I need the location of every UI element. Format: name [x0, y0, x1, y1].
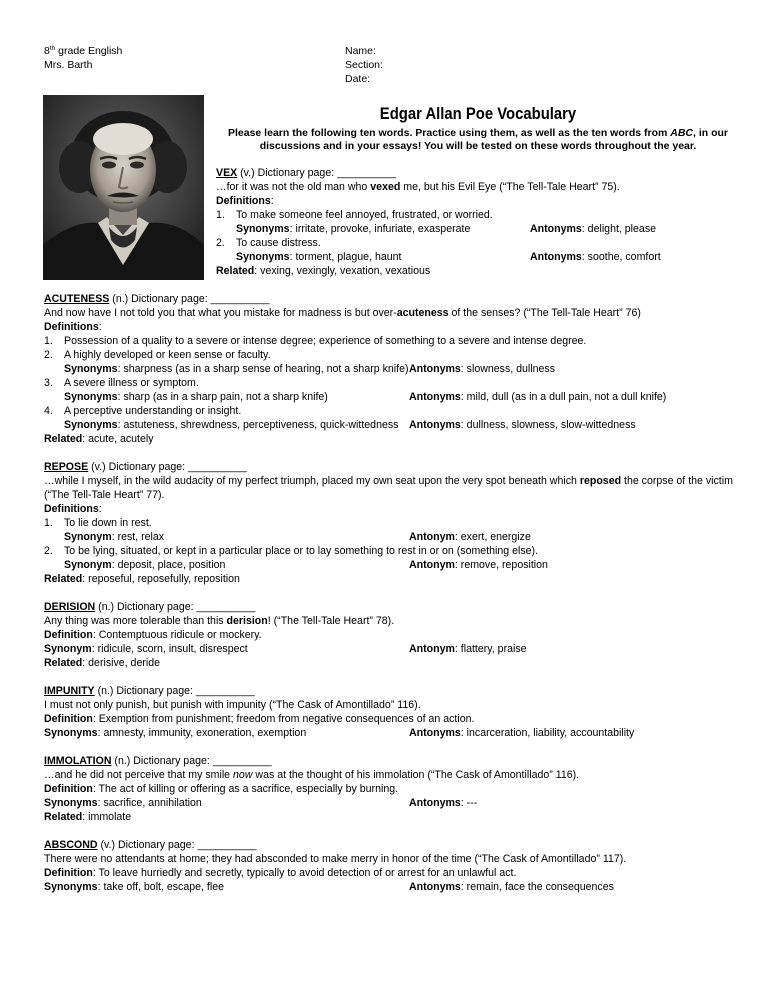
- acuteness-syn-3: Synonyms: sharp (as in a sharp pain, not a sharp knife): [64, 391, 328, 403]
- vex-def-1: 1.: [216, 209, 225, 221]
- intro-instructions: Please learn the following ten words. Practice using them, as well as the ten words from ABC, in our discussions and in your essays! You will be tested on these words throughout the year.: [227, 127, 729, 153]
- repose-syn-1: Synonym: rest, relax: [64, 531, 165, 543]
- impunity-quote: I must not only punish, but punish with impunity (“The Cask of Amontillado” 116).: [44, 699, 421, 711]
- poe-portrait: [43, 95, 204, 280]
- vex-ant-1: Antonyms: delight, please: [530, 223, 657, 235]
- teacher-name: Mrs. Barth: [44, 59, 93, 71]
- name-label: Name:: [345, 45, 376, 57]
- derision-synonym: Synonym: ridicule, scorn, insult, disrespect: [44, 643, 248, 655]
- vex-definitions-label: Definitions:: [216, 195, 274, 207]
- immolation-quote: …and he did not perceive that my smile now was at the thought of his immolation (“The Cask of Amontillado” 116).: [44, 769, 580, 781]
- vex-heading: VEX (v.) Dictionary page: __________: [216, 167, 397, 179]
- abscond-antonyms: Antonyms: remain, face the consequences: [409, 881, 614, 893]
- derision-antonym: Antonym: flattery, praise: [409, 643, 527, 655]
- impunity-definition: Definition: Exemption from punishment; freedom from negative consequences of an action.: [44, 713, 475, 725]
- derision-heading: DERISION (n.) Dictionary page: __________: [44, 601, 256, 613]
- repose-quote-cont: (“The Tell-Tale Heart” 77).: [44, 489, 165, 501]
- acuteness-quote: And now have I not told you that what you mistake for madness is but over-acuteness of the senses? (“The Tell-Tale Heart” 76): [44, 307, 641, 319]
- vex-def-2-text: To cause distress.: [236, 237, 321, 249]
- vex-def-2: 2.: [216, 237, 225, 249]
- derision-definition: Definition: Contemptuous ridicule or mockery.: [44, 629, 262, 641]
- vex-def-1-text: To make someone feel annoyed, frustrated, or worried.: [236, 209, 493, 221]
- vex-syn-1: Synonyms: irritate, provoke, infuriate, exasperate: [236, 223, 471, 235]
- immolation-heading: IMMOLATION (n.) Dictionary page: __________: [44, 755, 272, 767]
- vex-syn-2: Synonyms: torment, plague, haunt: [236, 251, 402, 263]
- acuteness-ant-3: Antonyms: mild, dull (as in a dull pain, not a dull knife): [409, 391, 667, 403]
- acuteness-def-1: Possession of a quality to a severe or intense degree; experience of something to a severe and intense degree.: [64, 335, 587, 347]
- immolation-synonyms: Synonyms: sacrifice, annihilation: [44, 797, 202, 809]
- repose-quote: …while I myself, in the wild audacity of my perfect triumph, placed my own seat upon the very spot beneath which reposed the corpse of the victim: [44, 475, 733, 487]
- derision-related: Related: derisive, deride: [44, 657, 161, 669]
- acuteness-ant-4: Antonyms: dullness, slowness, slow-wittedness: [409, 419, 636, 431]
- immolation-antonyms: Antonyms: ---: [409, 797, 478, 809]
- repose-def-2-num: 2.: [44, 545, 53, 557]
- repose-ant-1: Antonym: exert, energize: [409, 531, 531, 543]
- acuteness-def-1-num: 1.: [44, 335, 53, 347]
- immolation-definition: Definition: The act of killing or offering as a sacrifice, especially by burning.: [44, 783, 399, 795]
- derision-quote: Any thing was more tolerable than this derision! (“The Tell-Tale Heart” 78).: [44, 615, 395, 627]
- repose-related: Related: reposeful, reposefully, reposition: [44, 573, 240, 585]
- vex-ant-2: Antonyms: soothe, comfort: [530, 251, 661, 263]
- immolation-related: Related: immolate: [44, 811, 132, 823]
- acuteness-def-3: A severe illness or symptom.: [64, 377, 199, 389]
- impunity-antonyms: Antonyms: incarceration, liability, accountability: [409, 727, 635, 739]
- page-title: Edgar Allan Poe Vocabulary: [379, 105, 577, 123]
- abscond-heading: ABSCOND (v.) Dictionary page: __________: [44, 839, 257, 851]
- impunity-synonyms: Synonyms: amnesty, immunity, exoneration, exemption: [44, 727, 307, 739]
- acuteness-syn-2: Synonyms: sharpness (as in a sharp sense of hearing, not a sharp knife): [64, 363, 409, 375]
- acuteness-definitions-label: Definitions:: [44, 321, 102, 333]
- date-label: Date:: [345, 73, 371, 85]
- abscond-synonyms: Synonyms: take off, bolt, escape, flee: [44, 881, 224, 893]
- repose-heading: REPOSE (v.) Dictionary page: __________: [44, 461, 247, 473]
- acuteness-syn-4: Synonyms: astuteness, shrewdness, perceptiveness, quick-wittedness: [64, 419, 399, 431]
- repose-def-1: To lie down in rest.: [64, 517, 152, 529]
- section-label: Section:: [345, 59, 383, 71]
- acuteness-def-3-num: 3.: [44, 377, 53, 389]
- abscond-definition: Definition: To leave hurriedly and secretly, typically to avoid detection of or arrest for an unlawful act.: [44, 867, 517, 879]
- acuteness-def-2: A highly developed or keen sense or faculty.: [64, 349, 271, 361]
- vex-related: Related: vexing, vexingly, vexation, vexatious: [216, 265, 431, 277]
- repose-def-2: To be lying, situated, or kept in a particular place or to lay something to rest in or on (something else).: [64, 545, 539, 557]
- acuteness-heading: ACUTENESS (n.) Dictionary page: __________: [44, 293, 270, 305]
- acuteness-def-4-num: 4.: [44, 405, 53, 417]
- repose-ant-2: Antonym: remove, reposition: [409, 559, 548, 571]
- class-label: 8th grade English: [44, 45, 123, 57]
- acuteness-related: Related: acute, acutely: [44, 433, 154, 445]
- repose-syn-2: Synonym: deposit, place, position: [64, 559, 226, 571]
- acuteness-def-4: A perceptive understanding or insight.: [64, 405, 242, 417]
- repose-def-1-num: 1.: [44, 517, 53, 529]
- vex-quote: …for it was not the old man who vexed me, but his Evil Eye (“The Tell-Tale Heart” 75).: [216, 181, 620, 193]
- impunity-heading: IMPUNITY (n.) Dictionary page: __________: [44, 685, 255, 697]
- repose-definitions-label: Definitions:: [44, 503, 102, 515]
- acuteness-ant-2: Antonyms: slowness, dullness: [409, 363, 556, 375]
- acuteness-def-2-num: 2.: [44, 349, 53, 361]
- abscond-quote: There were no attendants at home; they had absconded to make merry in honor of the time (“The Cask of Amontillado” 117).: [44, 853, 627, 865]
